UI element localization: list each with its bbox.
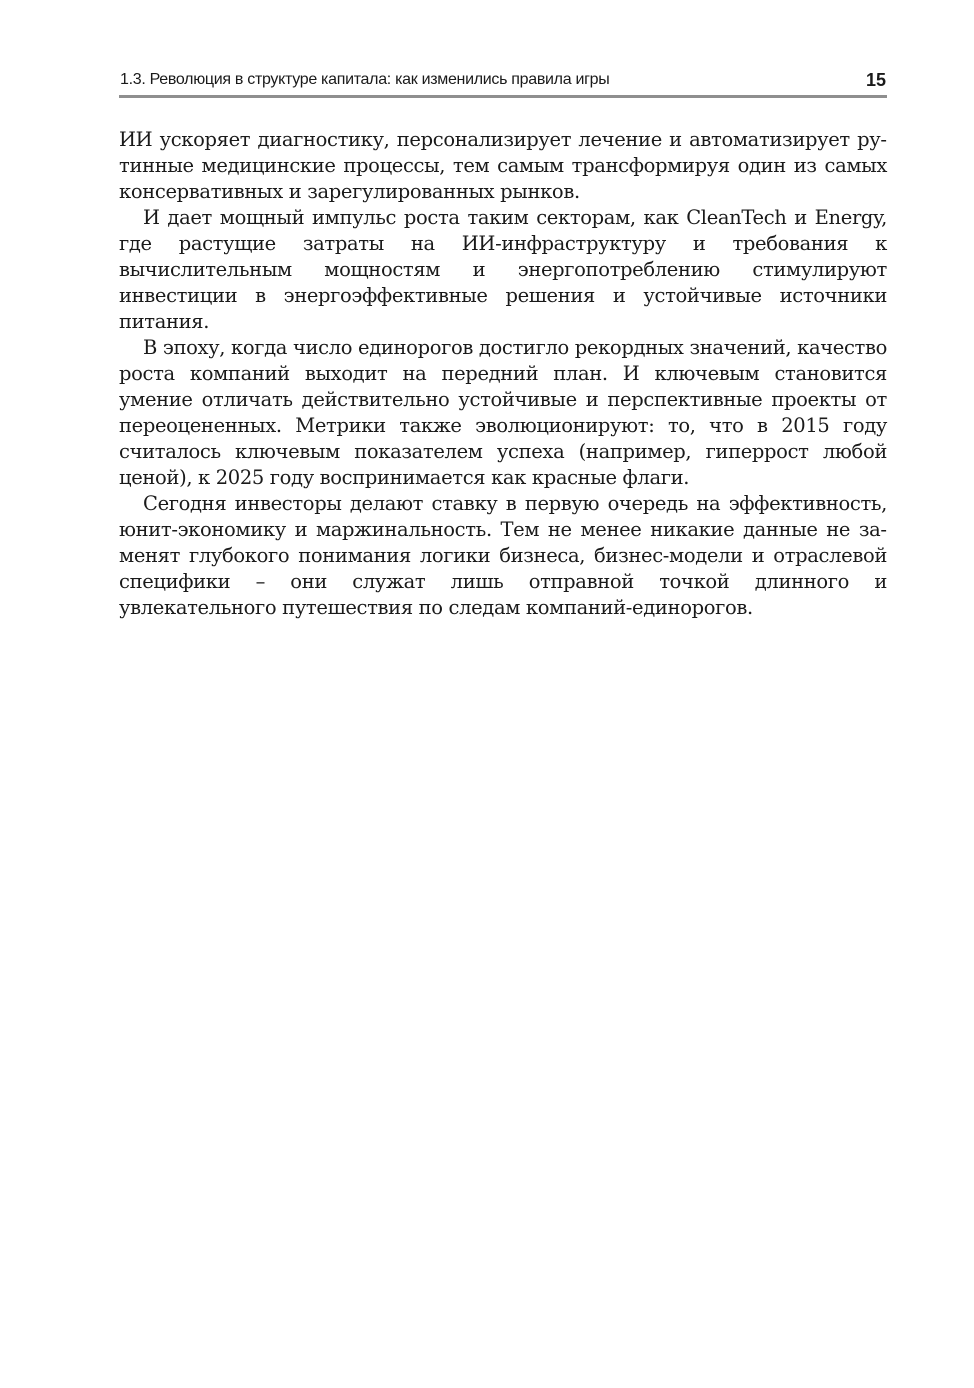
paragraph: В эпоху, когда число единорогов достигло рекордных значений, качество роста компаний выходит на передний план. И ключевым становится умение отличать действительно устойчивые и перспективные проекты от переоцененных. Метрики также эволюционируют: то, что в 2015 году считалось ключевым показателем успеха (например, гиперрост любой ценой), к 2025 году воспринимается как красные флаги. — [119, 336, 887, 489]
page-number: 15 — [865, 70, 886, 90]
running-header — [119, 66, 887, 98]
paragraph: И дает мощный импульс роста таким секторам, как CleanTech и Energy, где растущие затраты на ИИ-инфраструктуру и требования к вычислительным мощностям и энергопотреблению стимулируют инвестиции в энергоэффективные решения и устойчивые источники питания. — [119, 206, 887, 333]
body-text — [119, 127, 887, 621]
paragraph: ИИ ускоряет диагностику, персонализирует лечение и автоматизирует рутинные медицинские процессы, тем самым трансформируя один из самых консервативных и зарегулированных рынков. — [119, 128, 887, 203]
running-header-title: 1.3. Революция в структуре капитала: как изменились правила игры — [120, 71, 610, 88]
paragraph: Сегодня инвесторы делают ставку в первую очередь на эффективность, юнит-экономику и маржинальность. Тем не менее никакие данные не заменят глубокого понимания логики бизнеса, бизнес-модели и отраслевой специфики – они служат лишь отправной точкой длинного и увлекательного путешествия по следам компаний-единорогов. — [119, 492, 887, 619]
